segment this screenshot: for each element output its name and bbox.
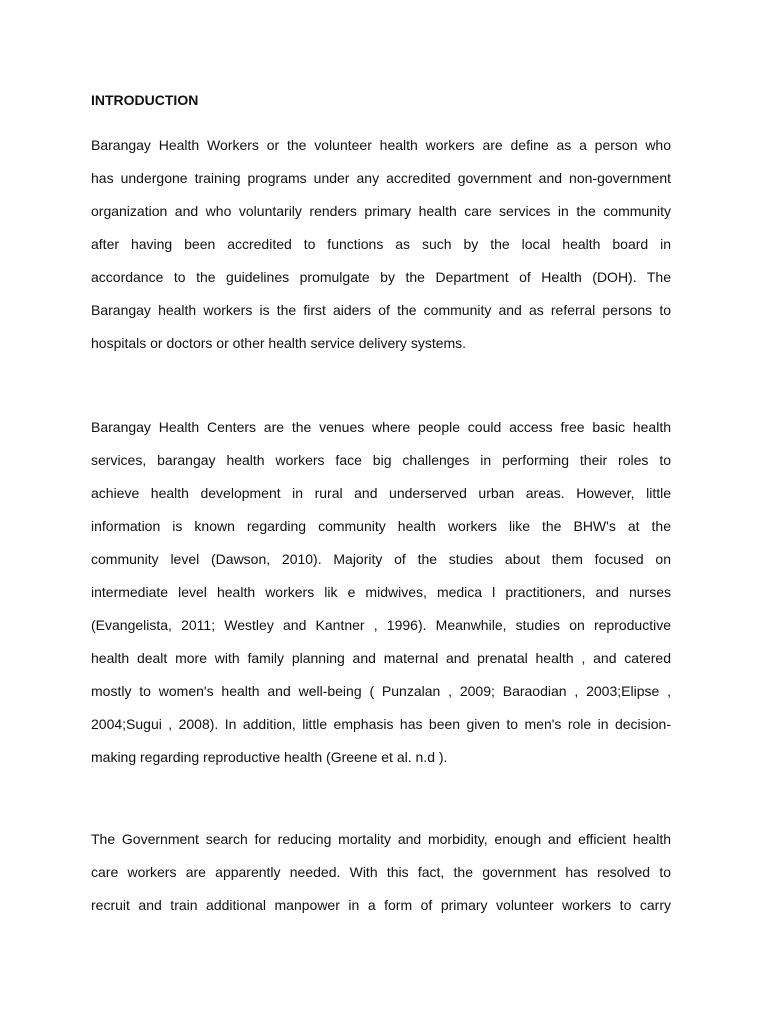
text-line: making regarding reproductive health (Greene et al. n.d ). [91, 749, 448, 765]
text-line: (Evangelista, 2011; Westley and Kantner , 1996). Meanwhile, studies on reproductive [91, 617, 671, 633]
text-line: after having been accredited to functions as such by the local health board in [91, 236, 671, 252]
text-line: mostly to women's health and well-being ( Punzalan , 2009; Baraodian , 2003;Elipse , [91, 683, 671, 699]
text-line: hospitals or doctors or other health service delivery systems. [91, 335, 467, 351]
text-line: recruit and train additional manpower in a form of primary volunteer workers to carry [91, 897, 671, 913]
text-line: accordance to the guidelines promulgate by the Department of Health (DOH). The [91, 269, 671, 285]
text-line: 2004;Sugui , 2008). In addition, little emphasis has been given to men's role in decision- [91, 716, 671, 732]
text-line: care workers are apparently needed. With this fact, the government has resolved to [91, 864, 671, 880]
text-line: community level (Dawson, 2010). Majority of the studies about them focused on [91, 551, 671, 567]
text-line: intermediate level health workers lik e midwives, medica l practitioners, and nurses [91, 584, 671, 600]
text-line: The Government search for reducing mortality and morbidity, enough and efficient health [91, 831, 671, 847]
paragraph-2 [91, 417, 671, 780]
text-line: Barangay Health Centers are the venues where people could access free basic health [91, 419, 671, 435]
text-line: health dealt more with family planning and maternal and prenatal health , and catered [91, 650, 671, 666]
text-line: has undergone training programs under any accredited government and non-government [91, 170, 671, 186]
text-line: services, barangay health workers face big challenges in performing their roles to [91, 452, 671, 468]
text-line: achieve health development in rural and underserved urban areas. However, little [91, 485, 671, 501]
section-heading: INTRODUCTION [91, 92, 199, 108]
paragraph-1 [91, 135, 671, 366]
text-line: organization and who voluntarily renders primary health care services in the community [91, 203, 671, 219]
paragraph-3 [91, 829, 671, 928]
text-line: Barangay Health Workers or the volunteer health workers are define as a person who [91, 137, 671, 153]
text-line: information is known regarding community health workers like the BHW's at the [91, 518, 671, 534]
text-line: Barangay health workers is the first aiders of the community and as referral persons to [91, 302, 671, 318]
